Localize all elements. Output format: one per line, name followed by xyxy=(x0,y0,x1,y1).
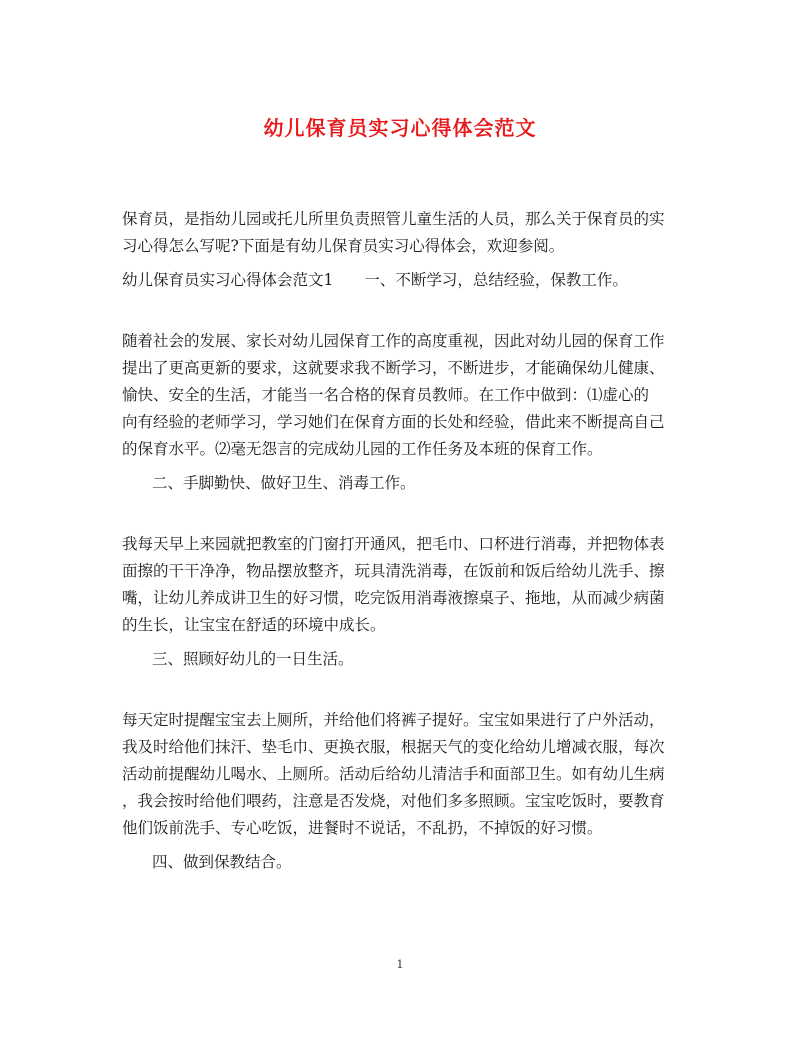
paragraph-line: 我及时给他们抹汗、垫毛巾、更换衣服，根据天气的变化给幼儿增减衣服，每次 xyxy=(122,738,665,756)
paragraph-line: 提出了更高更新的要求，这就要求我不断学习，不断进步，才能确保幼儿健康、 xyxy=(122,359,665,377)
paragraph-line: 保育员，是指幼儿园或托儿所里负责照管儿童生活的人员，那么关于保育员的实 xyxy=(122,210,665,228)
paragraph-line: 嘴，让幼儿养成讲卫生的好习惯，吃完饭用消毒液擦桌子、拖地，从而减少病菌 xyxy=(122,589,665,607)
paragraph-line: 每天定时提醒宝宝去上厕所，并给他们将裤子提好。宝宝如果进行了户外活动， xyxy=(122,711,665,729)
paragraph-line: 我每天早上来园就把教室的门窗打开通风，把毛巾、口杯进行消毒，并把物体表 xyxy=(122,535,665,553)
paragraph-line: 的生长，让宝宝在舒适的环境中成长。 xyxy=(122,616,386,634)
section-heading: 四、做到保教结合。 xyxy=(152,853,292,871)
paragraph-line: 面擦的干干净净，物品摆放整齐，玩具清洗消毒，在饭前和饭后给幼儿洗手、擦 xyxy=(122,562,665,580)
section-heading: 二、手脚勤快、做好卫生、消毒工作。 xyxy=(152,474,416,492)
paragraph-line: 的保育水平。⑵毫无怨言的完成幼儿园的工作任务及本班的保育工作。 xyxy=(122,440,603,458)
paragraph-line: 他们饭前洗手、专心吃饭，进餐时不说话，不乱扔，不掉饭的好习惯。 xyxy=(122,819,603,837)
document-title: 幼儿保育员实习心得体会范文 xyxy=(263,116,537,140)
section-heading: 三、照顾好幼儿的一日生活。 xyxy=(152,650,354,668)
paragraph-line: 活动前提醒幼儿喝水、上厕所。活动后给幼儿清洁手和面部卫生。如有幼儿生病 xyxy=(122,765,665,783)
paragraph-line: 随着社会的发展、家长对幼儿园保育工作的高度重视，因此对幼儿园的保育工作 xyxy=(122,332,665,350)
paragraph-line: 向有经验的老师学习，学习她们在保育方面的长处和经验，借此来不断提高自己 xyxy=(122,413,665,431)
page-number: 1 xyxy=(396,958,404,971)
paragraph-line: 习心得怎么写呢?下面是有幼儿保育员实习心得体会，欢迎参阅。 xyxy=(122,237,565,255)
paragraph-line: ，我会按时给他们喂药，注意是否发烧，对他们多多照顾。宝宝吃饭时，要教育 xyxy=(122,792,665,810)
paragraph-line: 愉快、安全的生活，才能当一名合格的保育员教师。在工作中做到：⑴虚心的 xyxy=(122,386,650,404)
paragraph-line: 幼儿保育员实习心得体会范文1 一、不断学习，总结经验，保教工作。 xyxy=(122,271,628,289)
